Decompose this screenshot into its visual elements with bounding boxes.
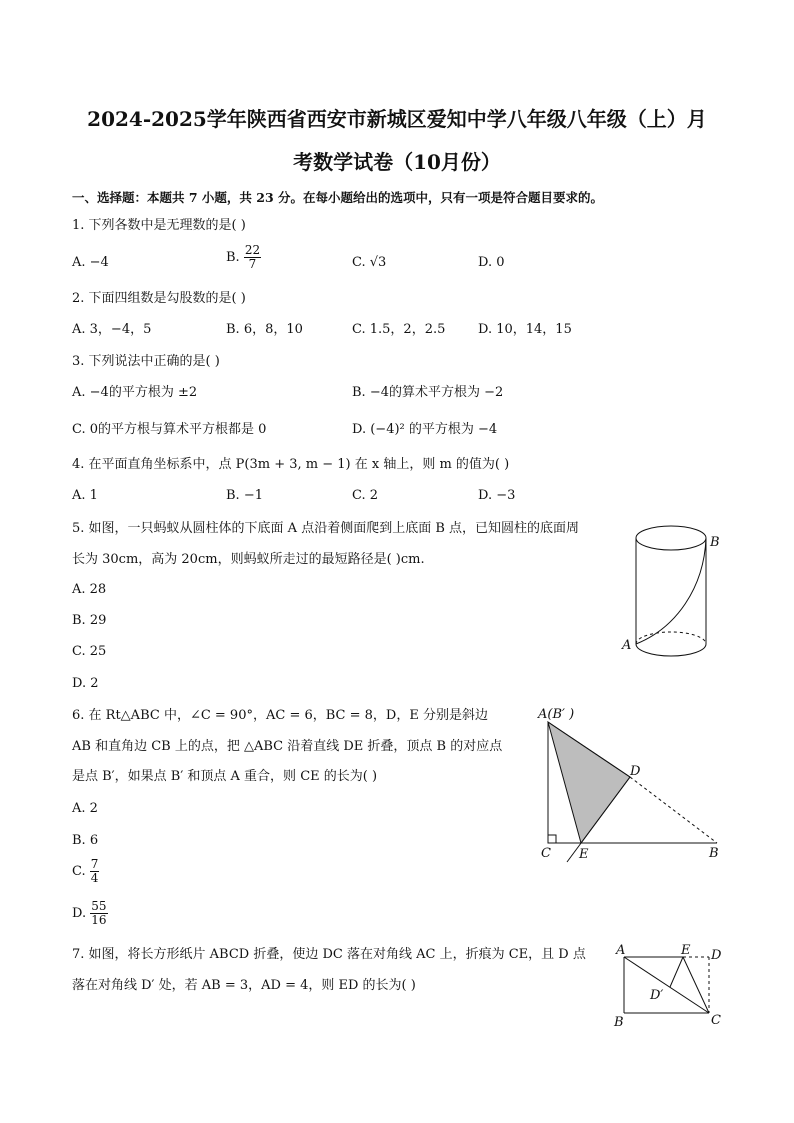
label-c: C	[541, 846, 551, 861]
q2-option-c: C. 1.5，2，2.5	[352, 322, 446, 337]
q4-option-a: A. 1	[72, 488, 98, 503]
question-4-stem: 4. 在平面直角坐标系中，点 P(3m + 3, m − 1) 在 x 轴上，则 m 的值为( )	[72, 457, 510, 472]
label-b: B	[709, 846, 719, 861]
question-6-stem-line3: 是点 B′，如果点 B′ 和顶点 A 重合，则 CE 的长为( )	[72, 769, 378, 784]
question-6-stem-line1: 6. 在 Rt△ABC 中，∠C = 90°，AC = 6，BC = 8，D，E 分别是斜边	[72, 708, 488, 723]
q1-option-b-fraction	[244, 244, 261, 271]
exam-title-line2: 考数学试卷（10月份）	[293, 150, 501, 174]
q1-option-b	[226, 244, 261, 271]
q6-option-d	[72, 900, 108, 927]
q1-option-c: C. √3	[352, 255, 387, 270]
fraction-numerator: 7	[90, 857, 99, 871]
q4-option-c: C. 2	[352, 488, 379, 503]
rect-label-e: E	[681, 943, 691, 958]
q6-option-a: A. 2	[72, 801, 98, 816]
question-7-stem-line2: 落在对角线 D′ 处，若 AB = 3，AD = 4，则 ED 的长为( )	[72, 978, 416, 993]
question-1-stem: 1. 下列各数中是无理数的是( )	[72, 218, 246, 233]
fraction-denominator: 7	[248, 257, 257, 271]
q6-option-c-label: C.	[72, 864, 86, 879]
rectangle-fold-figure	[610, 940, 730, 1035]
q5-option-a: A. 28	[72, 582, 107, 597]
q6-option-d-label: D.	[72, 906, 87, 921]
exam-title-line1: 2024-2025学年陕西省西安市新城区爱知中学八年级八年级（上）月	[87, 107, 707, 131]
cylinder-figure	[616, 518, 726, 668]
question-7-stem-line1: 7. 如图，将长方形纸片 ABCD 折叠，使边 DC 落在对角线 AC 上，折痕为 CE，且 D 点	[72, 947, 586, 962]
q6-option-c	[72, 858, 99, 885]
q3-option-c: C. 0的平方根与算术平方根都是 0	[72, 422, 267, 437]
fraction-numerator: 55	[91, 899, 107, 913]
fraction-denominator: 16	[91, 913, 107, 927]
q6-option-c-fraction	[90, 858, 100, 885]
question-6-stem-line2: AB 和直角边 CB 上的点，把 △ABC 沿着直线 DE 折叠，顶点 B 的对应点	[72, 739, 503, 754]
rect-label-b: B	[614, 1015, 624, 1030]
q4-option-d: D. −3	[478, 488, 516, 503]
rect-label-c: C	[711, 1013, 721, 1028]
question-5-stem-line1: 5. 如图，一只蚂蚁从圆柱体的下底面 A 点沿着侧面爬到上底面 B 点，已知圆柱的底面周	[72, 521, 580, 536]
point-a-label: A	[622, 638, 632, 653]
rect-label-a: A	[616, 943, 626, 958]
rect-label-d: D	[711, 948, 722, 963]
q3-option-b: B. −4的算术平方根为 −2	[352, 385, 504, 400]
rect-label-dprime: D′	[650, 988, 664, 1003]
fraction-denominator: 4	[90, 871, 99, 885]
label-e: E	[579, 847, 589, 862]
question-3-stem: 3. 下列说法中正确的是( )	[72, 354, 220, 369]
q4-option-b: B. −1	[226, 488, 263, 503]
q1-option-d: D. 0	[478, 255, 505, 270]
q2-option-d: D. 10，14，15	[478, 322, 572, 337]
q2-option-b: B. 6，8，10	[226, 322, 303, 337]
q6-option-d-fraction	[90, 900, 107, 927]
triangle-fold-figure	[530, 700, 730, 870]
q5-option-d: D. 2	[72, 676, 99, 691]
point-b-label: B	[710, 535, 720, 550]
q3-option-a: A. −4的平方根为 ±2	[72, 385, 198, 400]
label-a-bprime: A(B′ )	[538, 707, 575, 722]
q2-option-a: A. 3，−4，5	[72, 322, 152, 337]
q1-option-b-label: B.	[226, 250, 240, 265]
q5-option-c: C. 25	[72, 644, 107, 659]
section-heading: 一、选择题：本题共 7 小题，共 23 分。在每小题给出的选项中，只有一项是符合题目要求的。	[72, 190, 604, 205]
q1-option-a: A. −4	[72, 255, 109, 270]
question-5-stem-line2: 长为 30cm，高为 20cm，则蚂蚁所走过的最短路径是( )cm.	[72, 552, 425, 567]
fraction-numerator: 22	[244, 243, 261, 257]
q5-option-b: B. 29	[72, 613, 107, 628]
question-2-stem: 2. 下面四组数是勾股数的是( )	[72, 291, 246, 306]
q6-option-b: B. 6	[72, 833, 99, 848]
label-d: D	[630, 764, 641, 779]
q3-option-d: D. (−4)² 的平方根为 −4	[352, 422, 498, 437]
